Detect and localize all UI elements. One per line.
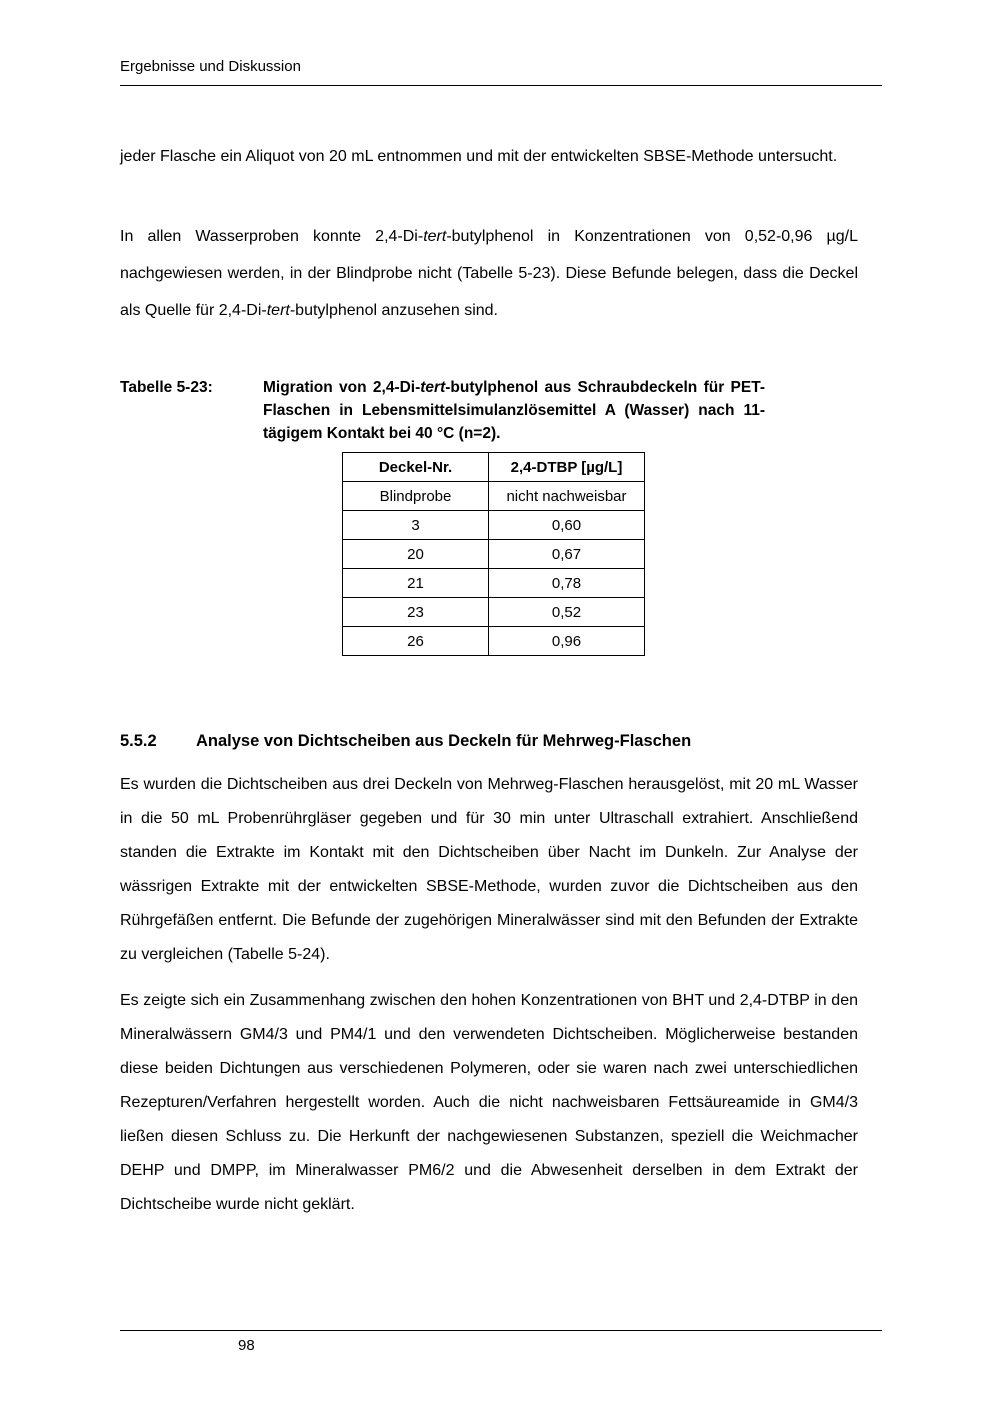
paragraph-4: Es zeigte sich ein Zusammenhang zwischen den hohen Konzentrationen von BHT und 2,4-DTBP in den Mineralwässern GM4/3 und PM4/1 und den verwendeten Dichtscheiben. Möglicherweise bestanden diese beiden Dichtungen aus verschiedenen Polymeren, oder sie waren nach zwei unterschiedlichen Rezepturen/Verfahren hergestellt worden. Auch die nicht nachweisbaren Fettsäureamide in GM4/3 ließen diesen Schluss zu. Die Herkunft der nachgewiesenen Substanzen, speziell die Weichmacher DEHP und DMPP, im Mineralwasser PM6/2 und die Abwesenheit derselben in dem Extrakt der Dichtscheibe wurde nicht geklärt. <box>120 992 858 1213</box>
table-row <box>343 482 645 511</box>
table-body <box>343 482 645 656</box>
data-table <box>342 452 645 656</box>
table-cell: 20 <box>343 540 489 569</box>
table-row <box>343 627 645 656</box>
section-heading <box>120 732 858 751</box>
table-caption <box>120 376 765 445</box>
table-header-dtbp: 2,4-DTBP [µg/L] <box>489 453 645 482</box>
table-cell: Blindprobe <box>343 482 489 511</box>
table-row <box>343 540 645 569</box>
table-row <box>343 598 645 627</box>
paragraph-2: In allen Wasserproben konnte 2,4-Di-tert-butylphenol in Konzentrationen von 0,52-0,96 µg/L nachgewiesen werden, in der Blindprobe nicht (Tabelle 5-23). Diese Befunde belegen, dass die Deckel als Quelle für 2,4-Di-tert-butylphenol anzusehen sind. <box>120 228 858 319</box>
paragraph-1: jeder Flasche ein Aliquot von 20 mL entnommen und mit der entwickelten SBSE-Methode untersucht. <box>120 148 838 165</box>
table-row <box>343 569 645 598</box>
table-cell: 26 <box>343 627 489 656</box>
table-cell: nicht nachweisbar <box>489 482 645 511</box>
table-header-row <box>343 453 645 482</box>
table-cell: 0,67 <box>489 540 645 569</box>
running-header: Ergebnisse und Diskussion <box>120 58 882 86</box>
section-number: 5.5.2 <box>120 732 157 750</box>
table-cell: 3 <box>343 511 489 540</box>
table-cell: 0,78 <box>489 569 645 598</box>
page-footer <box>120 1330 882 1355</box>
table-cell: 0,52 <box>489 598 645 627</box>
paragraph-3: Es wurden die Dichtscheiben aus drei Deckeln von Mehrweg-Flaschen herausgelöst, mit 20 mL Wasser in die 50 mL Probenrührgläser gegeben und für 30 min unter Ultraschall extrahiert. Anschließend standen die Extrakte im Kontakt mit den Dichtscheiben über Nacht im Dunkeln. Zur Analyse der wässrigen Extrakte mit der entwickelten SBSE-Methode, wurden zuvor die Dichtscheiben aus den Rührgefäßen entfernt. Die Befunde der zugehörigen Mineralwässer sind mit den Befunden der Extrakte zu vergleichen (Tabelle 5-24). <box>120 776 858 963</box>
table-row <box>343 511 645 540</box>
table-cell: 0,96 <box>489 627 645 656</box>
table-cell: 21 <box>343 569 489 598</box>
table-cell: 23 <box>343 598 489 627</box>
table-header-deckel-nr: Deckel-Nr. <box>343 453 489 482</box>
table-caption-text: Migration von 2,4-Di-tert-butylphenol aus Schraubdeckeln für PET-Flaschen in Lebensmittelsimulanzlösemittel A (Wasser) nach 11-tägigem Kontakt bei 40 °C (n=2). <box>263 379 765 442</box>
table-caption-label: Tabelle 5-23: <box>120 379 213 396</box>
page-number: 98 <box>238 1337 255 1354</box>
section-title: Analyse von Dichtscheiben aus Deckeln für Mehrweg-Flaschen <box>196 732 692 750</box>
table-cell: 0,60 <box>489 511 645 540</box>
